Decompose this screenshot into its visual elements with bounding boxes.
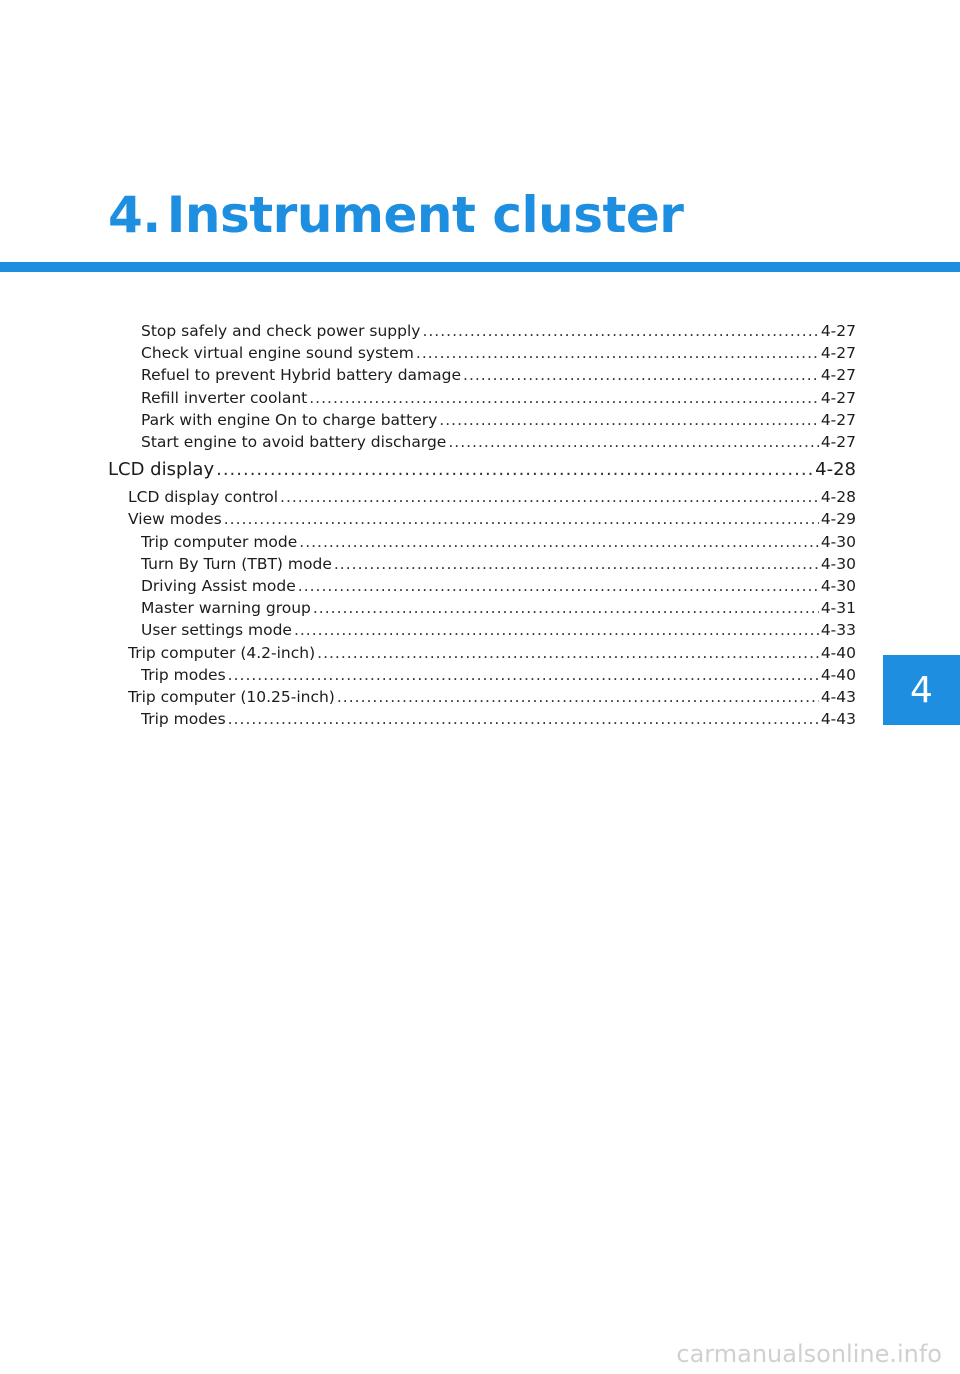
toc-dot-leader — [299, 533, 819, 551]
toc-entry-label: Trip modes — [141, 710, 226, 729]
toc-section-entry[interactable] — [108, 459, 856, 483]
toc-entry-label: User settings mode — [141, 621, 292, 640]
toc-dot-leader — [228, 710, 819, 728]
chapter-tab[interactable] — [883, 655, 960, 725]
toc-entry-label: View modes — [128, 510, 222, 529]
toc-entry[interactable] — [128, 488, 856, 510]
footer-watermark: carmanualsonline.info — [676, 1340, 942, 1368]
toc-dot-leader — [228, 666, 819, 684]
toc-entry-page: 4-27 — [820, 433, 856, 451]
toc-entry-page: 4-27 — [820, 366, 856, 385]
title-divider-bar — [0, 262, 960, 272]
toc-entry[interactable] — [141, 389, 856, 411]
toc-dot-leader — [337, 688, 819, 706]
chapter-title-text: Instrument cluster — [166, 186, 684, 244]
toc-entry-page: 4-31 — [820, 599, 856, 618]
toc-dot-leader — [334, 555, 819, 573]
toc-entry[interactable] — [141, 533, 856, 555]
toc-entry[interactable] — [141, 577, 856, 599]
toc-entry-page: 4-40 — [820, 665, 856, 684]
toc-entry-page: 4-29 — [820, 510, 856, 529]
toc-entry-page: 4-30 — [820, 577, 856, 595]
chapter-number: 4. — [108, 186, 161, 244]
toc-entry-page: 4-28 — [820, 488, 856, 507]
toc-entry[interactable] — [141, 555, 856, 577]
toc-dot-leader — [298, 577, 819, 595]
toc-entry[interactable] — [141, 366, 856, 388]
toc-entry-label: Stop safely and check power supply — [141, 322, 421, 340]
toc-entry-page: 4-27 — [820, 344, 856, 363]
toc-dot-leader — [224, 510, 819, 528]
toc-entry[interactable] — [141, 411, 856, 433]
toc-entry-page: 4-33 — [820, 621, 856, 640]
toc-entry-page: 4-27 — [820, 410, 856, 429]
toc-entry-label: Master warning group — [141, 599, 311, 618]
toc-entry[interactable] — [141, 322, 856, 344]
toc-entry-page: 4-30 — [820, 532, 856, 551]
toc-entry-page: 4-27 — [820, 322, 856, 340]
toc-entry[interactable] — [141, 621, 856, 643]
toc-entry-page: 4-43 — [820, 710, 856, 729]
toc-dot-leader — [463, 366, 819, 384]
toc-entry-label: Refuel to prevent Hybrid battery damage — [141, 366, 462, 385]
toc-entry-page: 4-43 — [820, 688, 856, 706]
toc-entry-label: Trip computer (10.25-inch) — [128, 688, 335, 706]
toc-entry-label: Refill inverter coolant — [141, 388, 308, 407]
toc-entry[interactable] — [128, 510, 856, 532]
toc-entry-label: Driving Assist mode — [141, 577, 296, 595]
toc-entry-label: Trip modes — [141, 665, 226, 684]
toc-entry-label: Turn By Turn (TBT) mode — [141, 554, 332, 573]
toc-entry-page: 4-28 — [815, 459, 856, 481]
toc-entry[interactable] — [141, 599, 856, 621]
toc-dot-leader — [422, 322, 818, 340]
toc-entry-page: 4-40 — [820, 643, 856, 662]
toc-entry-label: Start engine to avoid battery discharge — [141, 433, 447, 451]
toc-entry-page: 4-27 — [820, 388, 856, 407]
toc-dot-leader — [317, 644, 819, 662]
toc-dot-leader — [448, 433, 818, 451]
toc-entry[interactable] — [128, 644, 856, 666]
toc-dot-leader — [309, 389, 819, 407]
toc-dot-leader — [313, 599, 819, 617]
toc-entry[interactable] — [141, 433, 856, 455]
toc-entry-label: Park with engine On to charge battery — [141, 410, 438, 429]
chapter-tab-label: 4 — [910, 669, 933, 711]
toc-entry-label: LCD display — [108, 459, 215, 481]
chapter-title — [108, 186, 684, 244]
toc-entry-label: LCD display control — [128, 488, 279, 507]
toc-entry-page: 4-30 — [820, 554, 856, 573]
toc-entry-label: Trip computer mode — [141, 532, 298, 551]
toc-entry-label: Trip computer (4.2-inch) — [128, 643, 316, 662]
toc-dot-leader — [216, 459, 813, 480]
toc-dot-leader — [439, 411, 819, 429]
toc-entry[interactable] — [141, 710, 856, 732]
toc-dot-leader — [280, 488, 819, 506]
toc-dot-leader — [416, 344, 819, 362]
toc-dot-leader — [294, 621, 819, 639]
toc-entry[interactable] — [141, 344, 856, 366]
toc-entry[interactable] — [128, 688, 856, 710]
toc-entry-label: Check virtual engine sound system — [141, 344, 414, 363]
toc-entry[interactable] — [141, 666, 856, 688]
